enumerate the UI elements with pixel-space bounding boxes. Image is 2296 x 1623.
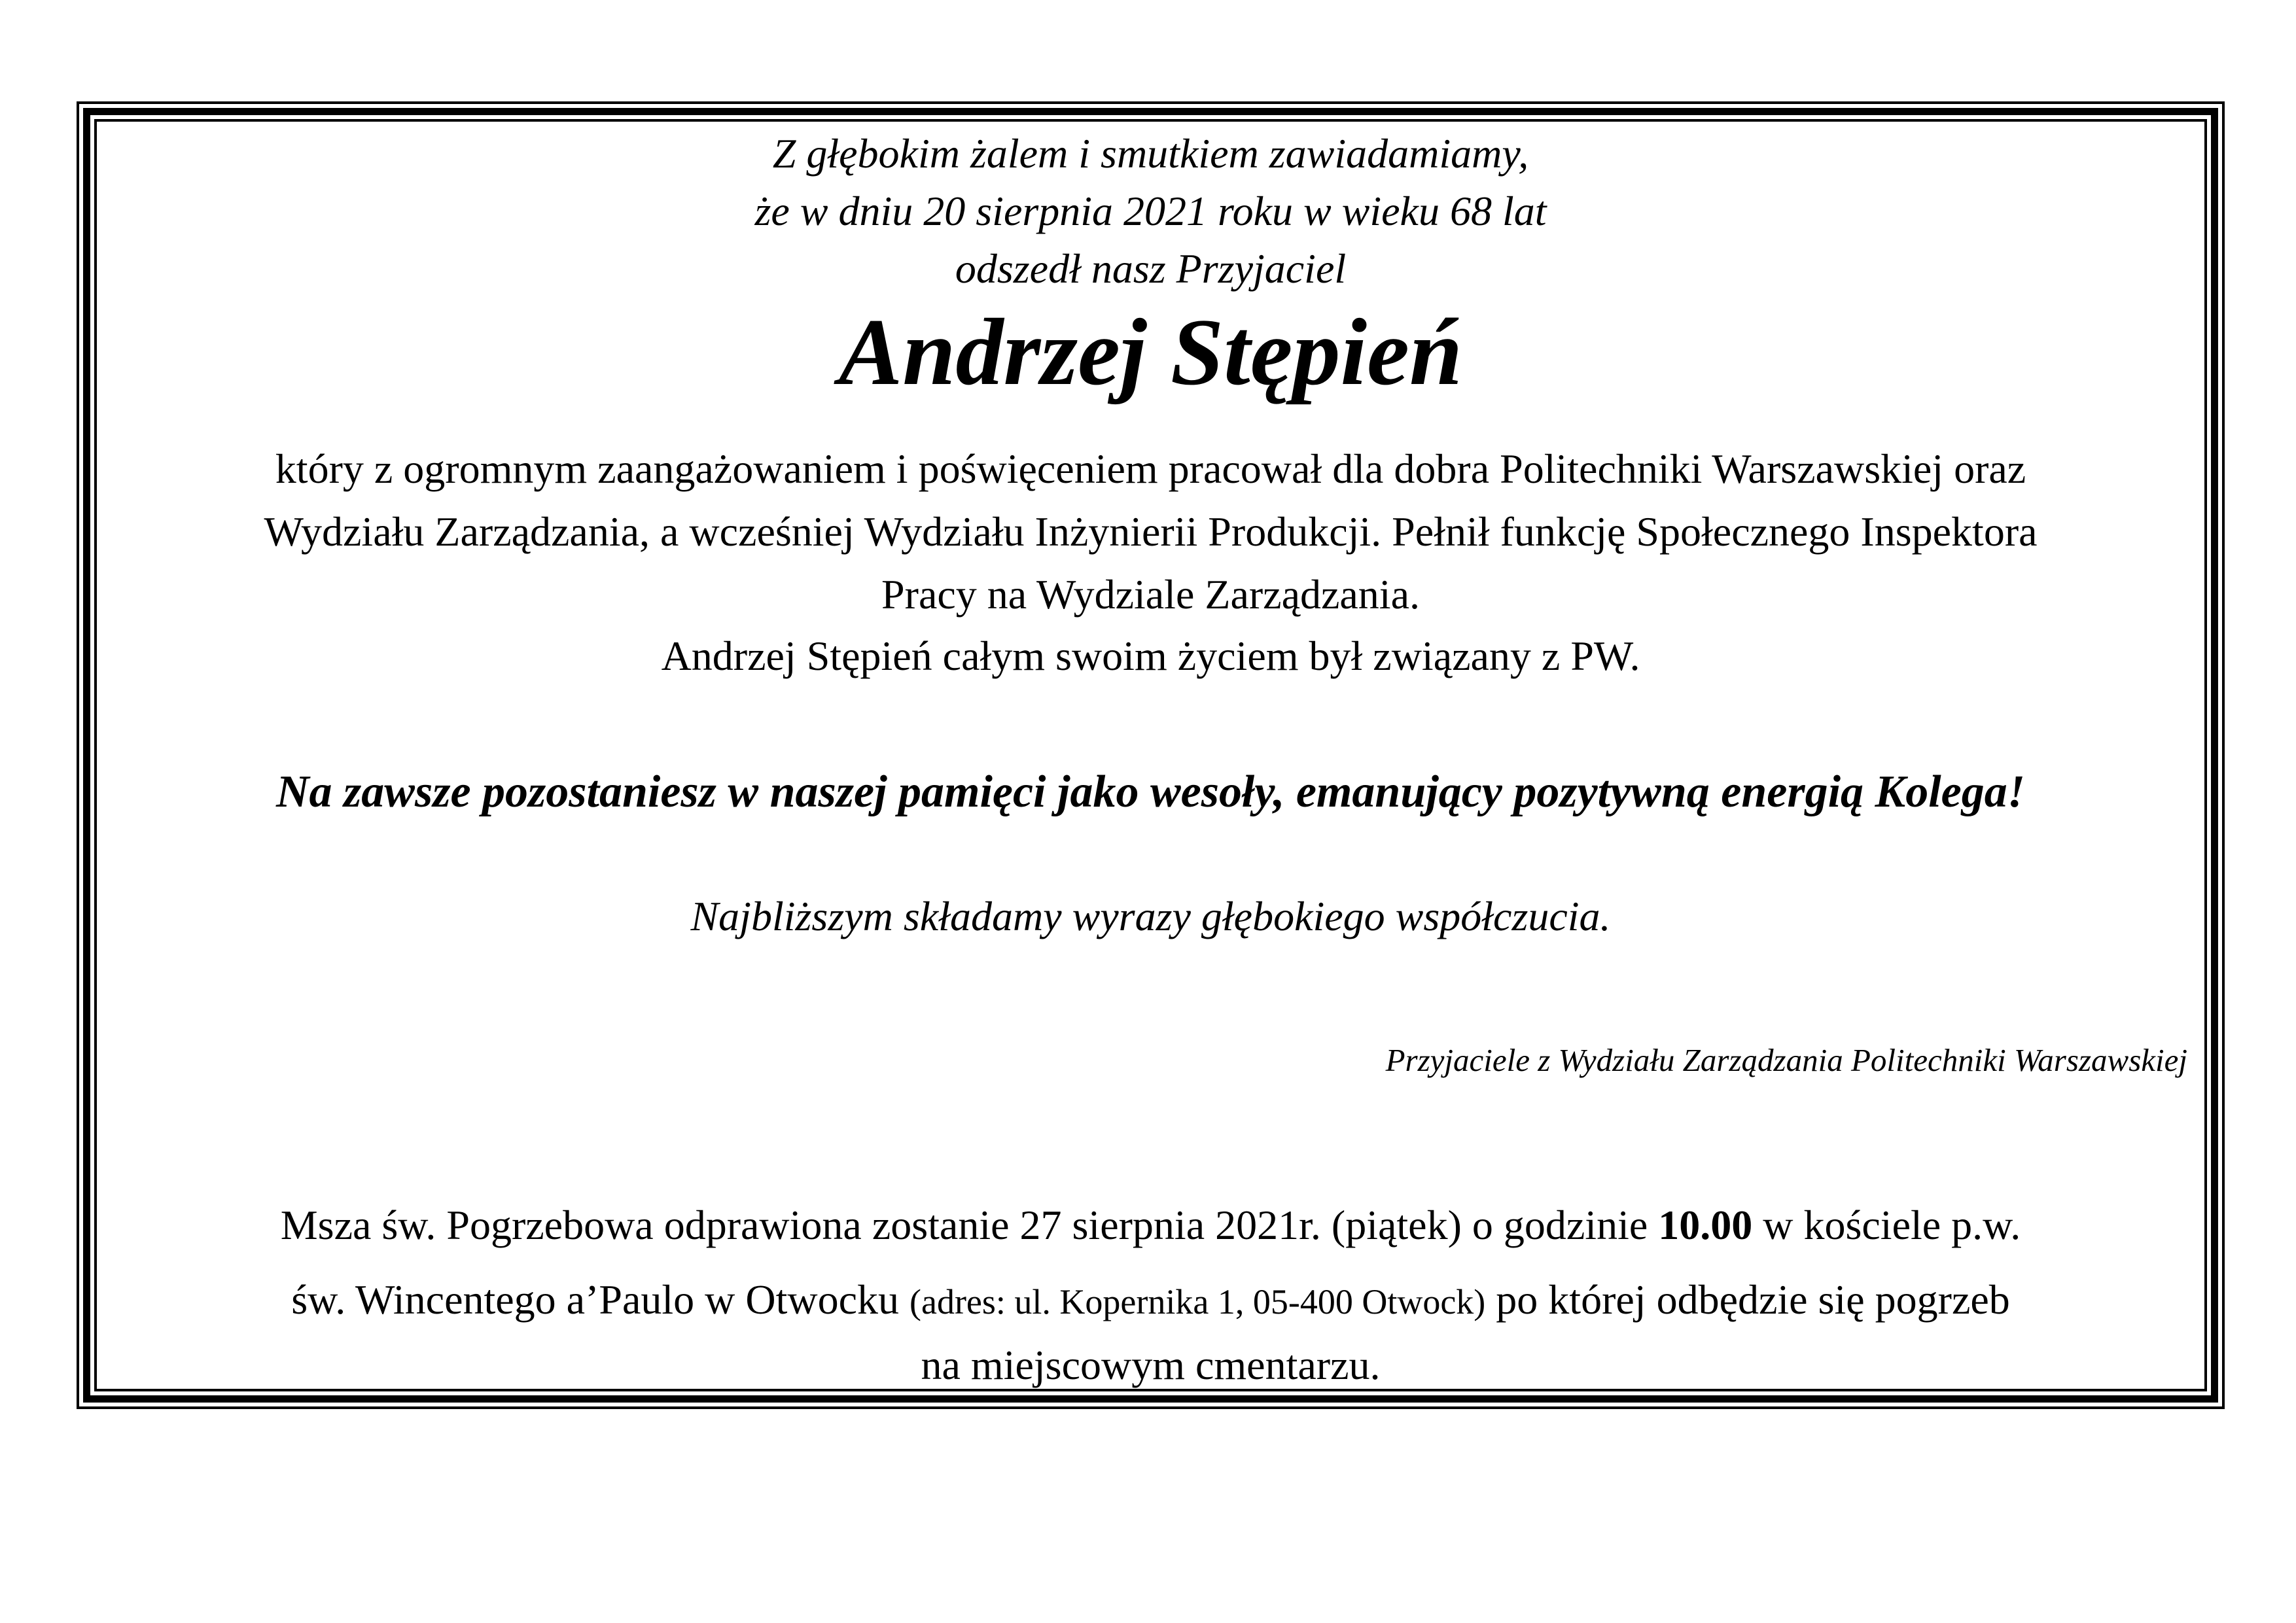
funeral-line-2 — [97, 1276, 2204, 1324]
intro-line-3: odszedł nasz Przyjaciel — [955, 245, 1347, 292]
funeral-line-3: na miejscowym cmentarzu. — [921, 1342, 1381, 1388]
signature-line: Przyjaciele z Wydziału Zarządzania Politechniki Warszawskiej — [1385, 1042, 2187, 1078]
bio-line-2: Wydziału Zarządzania, a wcześniej Wydziału Inżynierii Produkcji. Pełnił funkcję Społecznego Inspektora — [264, 508, 2038, 555]
funeral-line-1 — [97, 1201, 2204, 1249]
funeral-church: św. Wincentego a’Paulo w Otwocku — [291, 1276, 910, 1323]
condolence-line: Najbliższym składamy wyrazy głębokiego współczucia. — [690, 893, 1611, 939]
bio-line-1: który z ogromnym zaangażowaniem i poświęceniem pracował dla dobra Politechniki Warszawskiej oraz — [275, 445, 2026, 492]
funeral-line-1-end: w kościele p.w. — [1752, 1202, 2021, 1248]
intro-line-2: że w dniu 20 sierpnia 2021 roku w wieku 68 lat — [754, 188, 1547, 234]
funeral-line-2-end: po której odbędzie się pogrzeb — [1485, 1276, 2010, 1323]
funeral-address: (adres: ul. Kopernika 1, 05-400 Otwock) — [910, 1282, 1486, 1321]
funeral-line-1-text: Msza św. Pogrzebowa odprawiona zostanie 27 sierpnia 2021r. (piątek) o godzinie — [280, 1202, 1659, 1248]
bio-line-3: Pracy na Wydziale Zarządzania. — [881, 571, 1420, 618]
funeral-time: 10.00 — [1658, 1202, 1753, 1248]
deceased-name: Andrzej Stępień — [838, 299, 1463, 405]
bio-line-4: Andrzej Stępień całym swoim życiem był związany z PW. — [661, 633, 1640, 679]
intro-line-1: Z głębokim żalem i smutkiem zawiadamiamy, — [772, 130, 1529, 177]
tribute-line: Na zawsze pozostaniesz w naszej pamięci jako wesoły, emanujący pozytywną energią Kolega! — [276, 767, 2025, 817]
obituary-content — [97, 122, 2204, 1389]
